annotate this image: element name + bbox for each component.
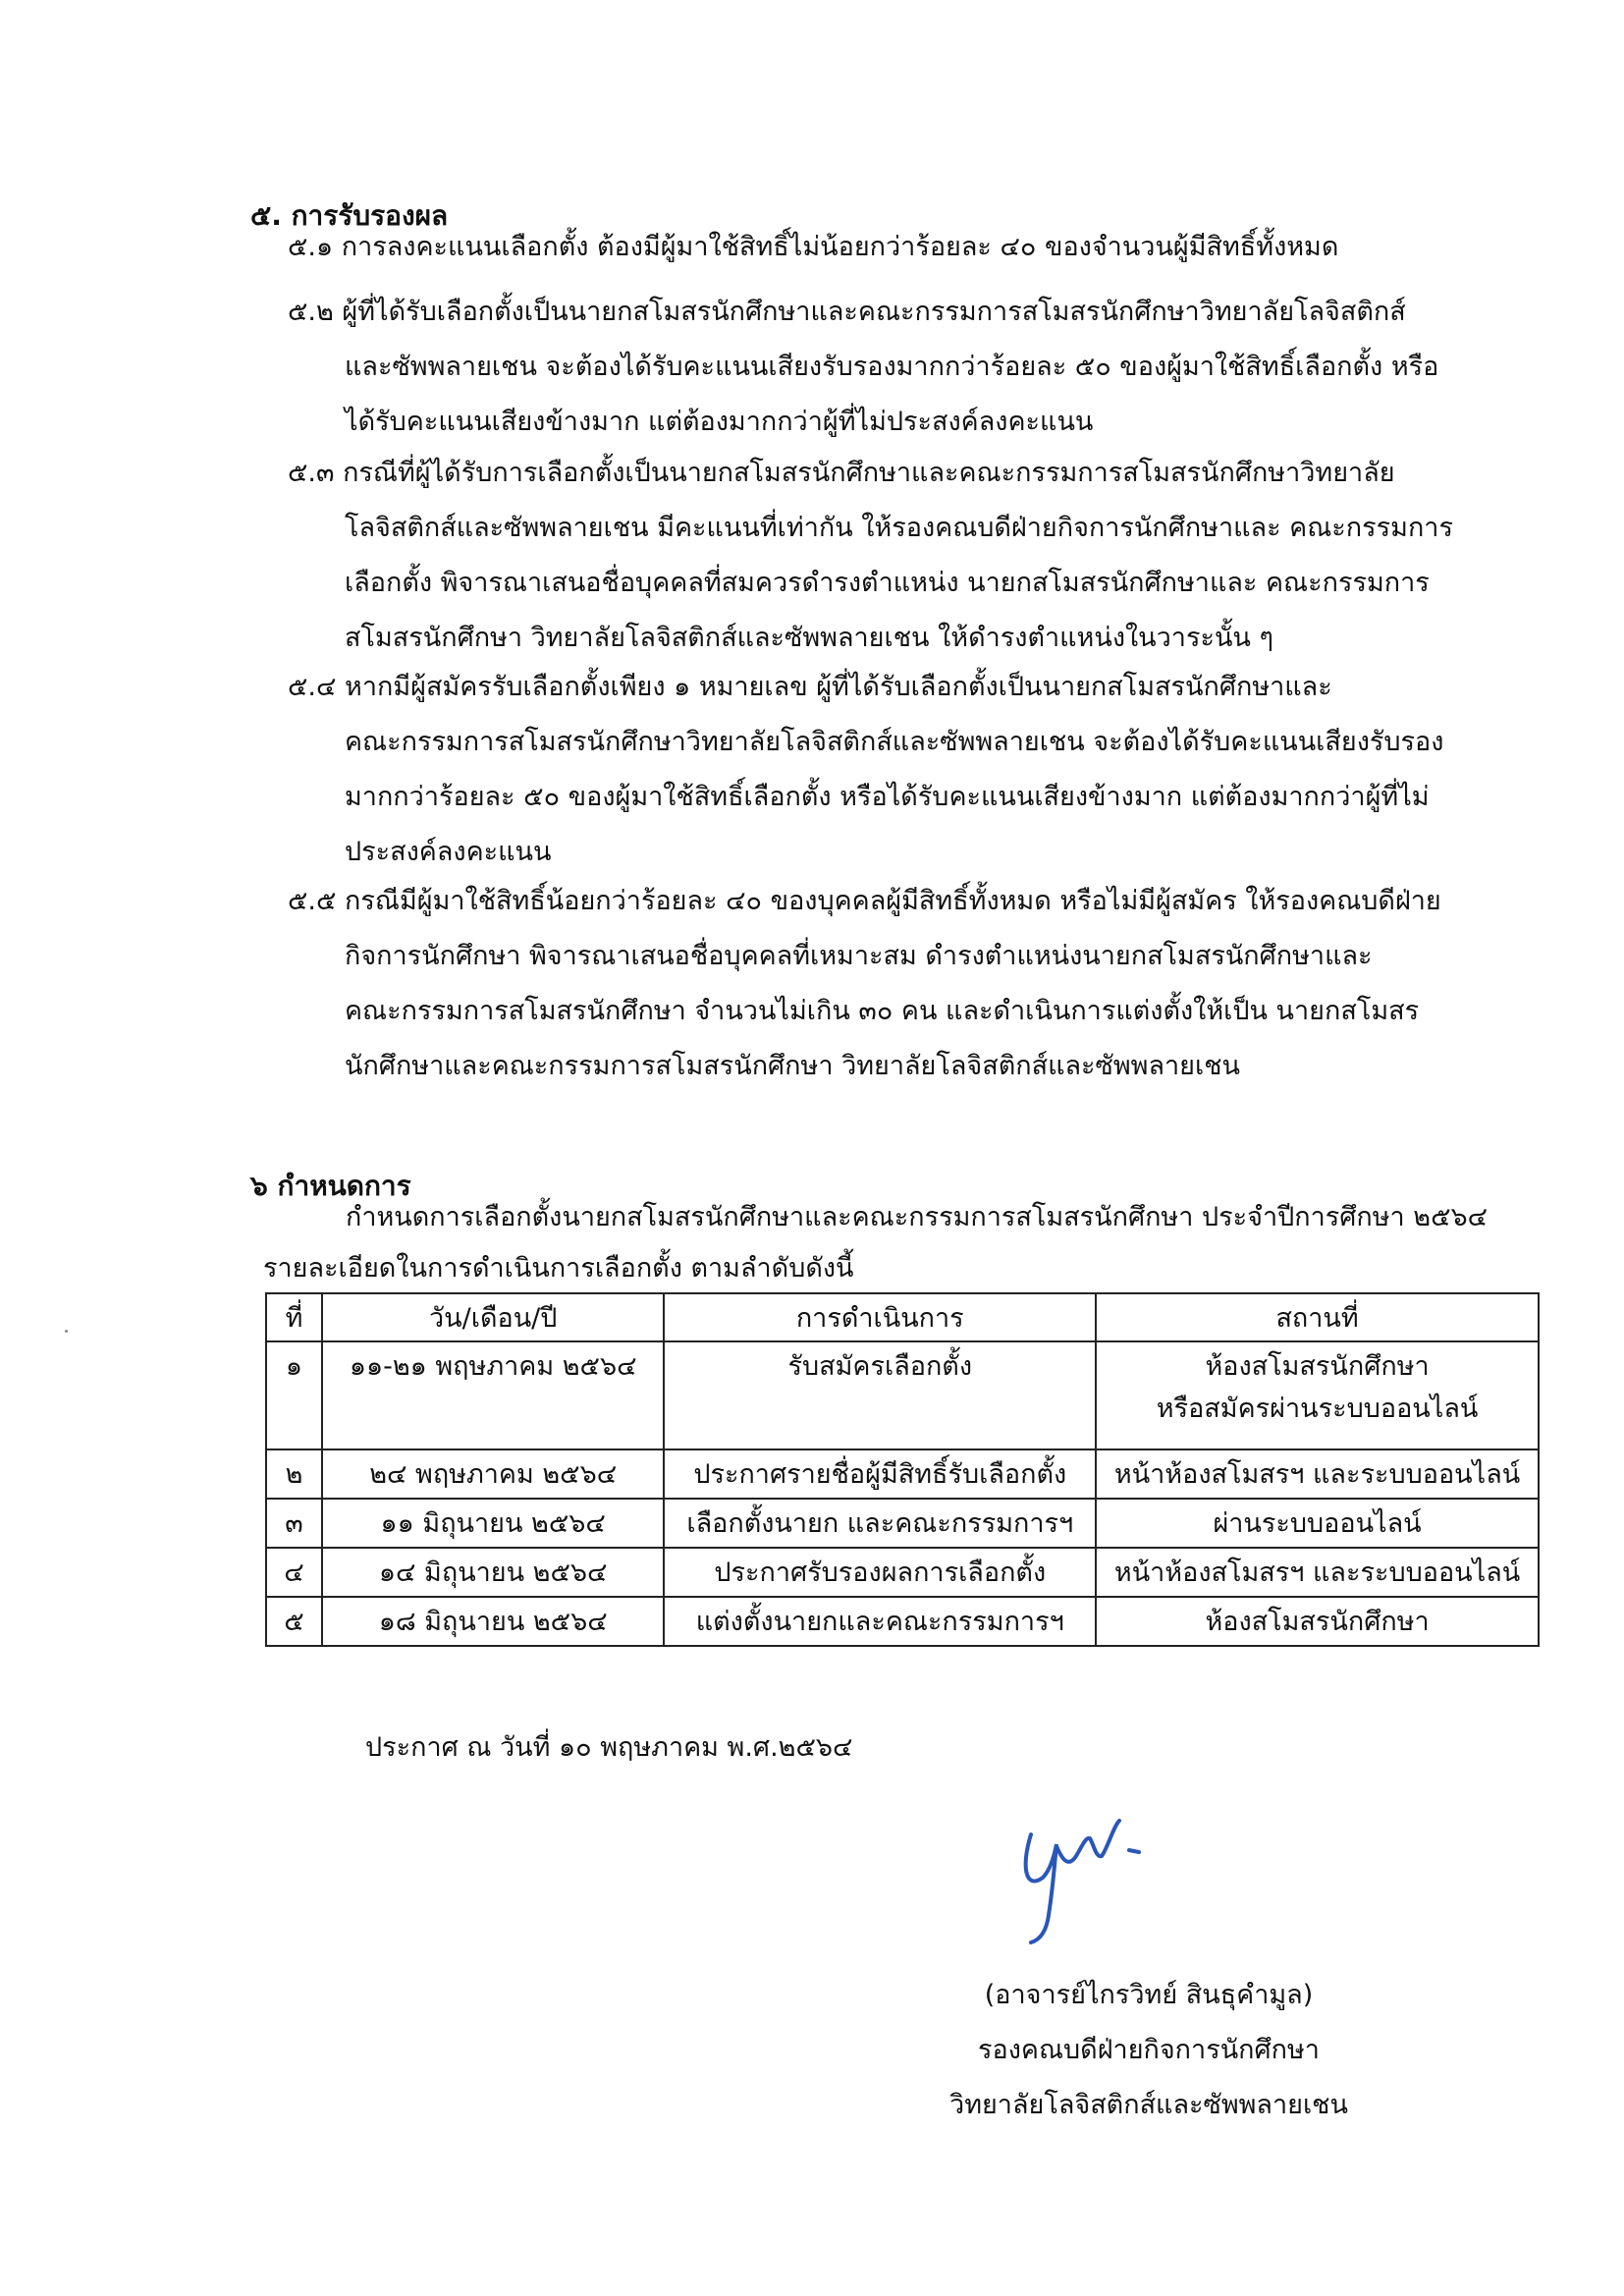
item-5-4 bbox=[288, 660, 1443, 880]
item-5-5 bbox=[288, 874, 1441, 1094]
item-number: ๕.๔ bbox=[288, 672, 337, 702]
section6-intro-line2: รายละเอียดในการดำเนินการเลือกตั้ง ตามลำดับดังนี้ bbox=[263, 1253, 854, 1284]
item-text: หากมีผู้สมัครรับเลือกตั้งเพียง ๑ หมายเลข ผู้ที่ได้รับเลือกตั้งเป็นนายกสโมสรนักศึกษาและ bbox=[345, 672, 1332, 702]
table-header-row bbox=[266, 1293, 1539, 1341]
item-text: ได้รับคะแนนเสียงข้างมาก แต่ต้องมากกว่าผู้ที่ไม่ประสงค์ลงคะแนน bbox=[345, 407, 1094, 437]
schedule-table bbox=[265, 1292, 1540, 1647]
signer-organization: วิทยาลัยโลจิสติกส์และซัพพลายเชน bbox=[949, 2090, 1348, 2120]
cell-place: หน้าห้องสโมสรฯ และระบบออนไลน์ bbox=[1096, 1548, 1539, 1597]
item-number: ๕.๓ bbox=[288, 458, 335, 488]
item-number: ๕.๒ bbox=[288, 297, 334, 327]
item-text: และซัพพลายเชน จะต้องได้รับคะแนนเสียงรับรองมากกว่าร้อยละ ๕๐ ของผู้มาใช้สิทธิ์เลือกตั้ง หรือ bbox=[345, 352, 1439, 382]
cell-place: ห้องสโมสรนักศึกษา bbox=[1096, 1597, 1539, 1646]
item-text: กิจการนักศึกษา พิจารณาเสนอชื่อบุคคลที่เหมาะสม ดำรงตำแหน่งนายกสโมสรนักศึกษาและ bbox=[345, 941, 1373, 971]
section6-heading: ๖ กำหนดการ bbox=[250, 1170, 411, 1202]
item-text: การลงคะแนนเลือกตั้ง ต้องมีผู้มาใช้สิทธิ์ไม่น้อยกว่าร้อยละ ๔๐ ของจำนวนผู้มีสิทธิ์ทั้งหมด bbox=[341, 232, 1339, 262]
item-text: ผู้ที่ได้รับเลือกตั้งเป็นนายกสโมสรนักศึกษาและคณะกรรมการสโมสรนักศึกษาวิทยาลัยโลจิสติกส์ bbox=[342, 297, 1406, 327]
item-text: กรณีที่ผู้ได้รับการเลือกตั้งเป็นนายกสโมสรนักศึกษาและคณะกรรมการสโมสรนักศึกษาวิทยาลัย bbox=[343, 458, 1395, 488]
announcement-date: ประกาศ ณ วันที่ ๑๐ พฤษภาคม พ.ศ.๒๕๖๔ bbox=[365, 1732, 853, 1763]
item-text: มากกว่าร้อยละ ๕๐ ของผู้มาใช้สิทธิ์เลือกตั้ง หรือได้รับคะแนนเสียงข้างมาก แต่ต้องมากกว่าผู้ที่ไม่ bbox=[345, 782, 1430, 812]
table-row bbox=[266, 1597, 1539, 1646]
cell-no: ๔ bbox=[266, 1548, 322, 1597]
item-text: เลือกตั้ง พิจารณาเสนอชื่อบุคคลที่สมควรดำรงตำแหน่ง นายกสโมสรนักศึกษาและ คณะกรรมการ bbox=[345, 568, 1430, 598]
cell-place: ผ่านระบบออนไลน์ bbox=[1096, 1499, 1539, 1548]
item-text: คณะกรรมการสโมสรนักศึกษา จำนวนไม่เกิน ๓๐ คน และดำเนินการแต่งตั้งให้เป็น นายกสโมสร bbox=[345, 996, 1420, 1026]
signer-name: (อาจารย์ไกรวิทย์ สินธุคำมูล) bbox=[984, 1980, 1314, 2010]
item-text: นักศึกษาและคณะกรรมการสโมสรนักศึกษา วิทยาลัยโลจิสติกส์และซัพพลายเชน bbox=[345, 1051, 1240, 1081]
table-row bbox=[266, 1341, 1539, 1449]
item-text: ประสงค์ลงคะแนน bbox=[345, 837, 552, 867]
cell-place: หน้าห้องสโมสรฯ และระบบออนไลน์ bbox=[1096, 1449, 1539, 1499]
signature-block bbox=[805, 1968, 1492, 2133]
cell-action: รับสมัครเลือกตั้ง bbox=[664, 1341, 1096, 1449]
item-5-1 bbox=[288, 220, 1338, 275]
header-date: วัน/เดือน/ปี bbox=[322, 1293, 664, 1341]
cell-date: ๒๔ พฤษภาคม ๒๕๖๔ bbox=[322, 1449, 664, 1499]
item-text: กรณีมีผู้มาใช้สิทธิ์น้อยกว่าร้อยละ ๔๐ ของบุคคลผู้มีสิทธิ์ทั้งหมด หรือไม่มีผู้สมัคร ให้รองคณบดีฝ่าย bbox=[345, 886, 1441, 916]
cell-date: ๑๑ มิถุนายน ๒๕๖๔ bbox=[322, 1499, 664, 1548]
cell-no: ๓ bbox=[266, 1499, 322, 1548]
scan-speck bbox=[65, 1330, 68, 1333]
cell-place bbox=[1096, 1341, 1539, 1449]
section5-heading: ๕. การรับรองผล bbox=[250, 199, 449, 232]
header-no: ที่ bbox=[266, 1293, 322, 1341]
cell-place-line1: ห้องสโมสรนักศึกษา bbox=[1205, 1351, 1430, 1382]
cell-date: ๑๑-๒๑ พฤษภาคม ๒๕๖๔ bbox=[322, 1341, 664, 1449]
cell-action: ประกาศรายชื่อผู้มีสิทธิ์รับเลือกตั้ง bbox=[664, 1449, 1096, 1499]
table-row bbox=[266, 1499, 1539, 1548]
table-row bbox=[266, 1548, 1539, 1597]
cell-action: แต่งตั้งนายกและคณะกรรมการฯ bbox=[664, 1597, 1096, 1646]
item-number: ๕.๕ bbox=[288, 886, 337, 916]
item-5-2 bbox=[288, 285, 1438, 450]
cell-date: ๑๘ มิถุนายน ๒๕๖๔ bbox=[322, 1597, 664, 1646]
cell-action: เลือกตั้งนายก และคณะกรรมการฯ bbox=[664, 1499, 1096, 1548]
item-text: สโมสรนักศึกษา วิทยาลัยโลจิสติกส์และซัพพลายเชน ให้ดำรงตำแหน่งในวาระนั้น ๆ bbox=[345, 623, 1273, 653]
item-5-3 bbox=[288, 446, 1453, 666]
handwritten-signature bbox=[992, 1797, 1188, 1944]
section6-intro-line1: กำหนดการเลือกตั้งนายกสโมสรนักศึกษาและคณะกรรมการสโมสรนักศึกษา ประจำปีการศึกษา ๒๕๖๔ bbox=[346, 1202, 1489, 1232]
cell-place-line2: หรือสมัครผ่านระบบออนไลน์ bbox=[1156, 1394, 1479, 1424]
item-text: คณะกรรมการสโมสรนักศึกษาวิทยาลัยโลจิสติกส์และซัพพลายเชน จะต้องได้รับคะแนนเสียงรับรอง bbox=[345, 727, 1444, 757]
header-place: สถานที่ bbox=[1096, 1293, 1539, 1341]
item-text: โลจิสติกส์และซัพพลายเชน มีคะแนนที่เท่ากัน ให้รองคณบดีฝ่ายกิจการนักศึกษาและ คณะกรรมการ bbox=[345, 513, 1453, 543]
cell-no: ๒ bbox=[266, 1449, 322, 1499]
cell-no: ๑ bbox=[266, 1341, 322, 1449]
header-action: การดำเนินการ bbox=[664, 1293, 1096, 1341]
signer-position: รองคณบดีฝ่ายกิจการนักศึกษา bbox=[978, 2035, 1320, 2065]
cell-action: ประกาศรับรองผลการเลือกตั้ง bbox=[664, 1548, 1096, 1597]
item-number: ๕.๑ bbox=[288, 232, 334, 262]
cell-no: ๕ bbox=[266, 1597, 322, 1646]
table-row bbox=[266, 1449, 1539, 1499]
cell-date: ๑๔ มิถุนายน ๒๕๖๔ bbox=[322, 1548, 664, 1597]
